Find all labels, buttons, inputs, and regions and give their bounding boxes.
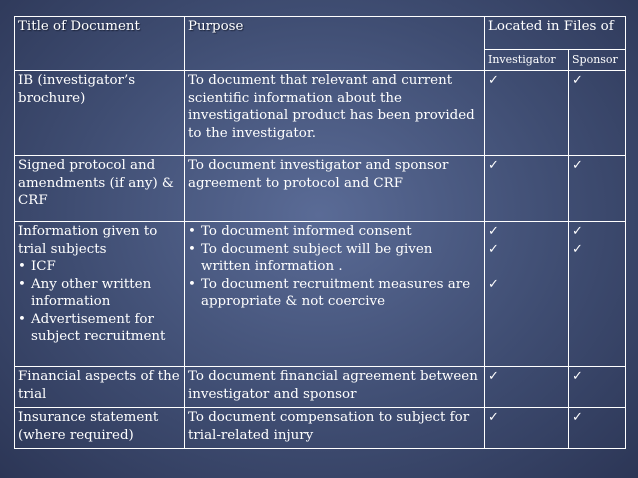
essential-documents-table xyxy=(14,16,626,449)
sponsor-check-icon: ✓ xyxy=(569,408,626,449)
sponsor-check-icon: ✓ xyxy=(569,71,626,156)
sponsor-check-icon: ✓ xyxy=(572,241,583,257)
header-sponsor: Sponsor xyxy=(569,50,626,71)
header-row xyxy=(15,17,626,50)
sponsor-check-icon: ✓ xyxy=(572,224,583,239)
investigator-check-icon: ✓ xyxy=(488,241,499,257)
document-title: Insurance statement (where required) xyxy=(15,408,185,449)
table-row xyxy=(15,222,626,367)
document-title: Financial aspects of the trial xyxy=(15,367,185,408)
table-row xyxy=(15,156,626,222)
investigator-checks xyxy=(485,222,569,367)
list-item: • Advertisement for subject recruitment xyxy=(18,311,181,346)
sponsor-check-icon: ✓ xyxy=(569,367,626,408)
document-purpose-list xyxy=(188,223,481,311)
document-title-list xyxy=(18,258,181,346)
document-title: Signed protocol and amendments (if any) & CRF xyxy=(15,156,185,222)
document-purpose: To document that relevant and current scientific information about the investigational product has been provided to the investigator. xyxy=(185,71,485,156)
investigator-check-icon: ✓ xyxy=(485,156,569,222)
list-item: • Any other written information xyxy=(18,276,181,311)
list-item: • To document recruitment measures are appropriate & not coercive xyxy=(188,276,481,311)
investigator-check-icon: ✓ xyxy=(485,71,569,156)
document-title: IB (investigator’s brochure) xyxy=(15,71,185,156)
sponsor-checks xyxy=(569,222,626,367)
table-row xyxy=(15,408,626,449)
document-title xyxy=(15,222,185,367)
list-item: • To document subject will be given written information . xyxy=(188,241,481,276)
sponsor-check-icon: ✓ xyxy=(569,156,626,222)
document-purpose: To document investigator and sponsor agreement to protocol and CRF xyxy=(185,156,485,222)
header-title-of-document: Title of Document xyxy=(15,17,185,71)
list-item: • ICF xyxy=(18,258,181,276)
header-located-in-files: Located in Files of xyxy=(485,17,626,50)
document-purpose xyxy=(185,222,485,367)
list-item: • To document informed consent xyxy=(188,223,481,241)
investigator-check-icon: ✓ xyxy=(485,408,569,449)
table-row xyxy=(15,71,626,156)
header-purpose: Purpose xyxy=(185,17,485,71)
document-purpose: To document compensation to subject for trial-related injury xyxy=(185,408,485,449)
document-title-intro: Information given to trial subjects xyxy=(18,224,158,257)
investigator-check-icon: ✓ xyxy=(485,367,569,408)
investigator-check-icon: ✓ xyxy=(488,224,499,239)
investigator-check-icon: ✓ xyxy=(488,276,499,292)
header-investigator: Investigator xyxy=(485,50,569,71)
document-purpose: To document financial agreement between investigator and sponsor xyxy=(185,367,485,408)
table-row xyxy=(15,367,626,408)
